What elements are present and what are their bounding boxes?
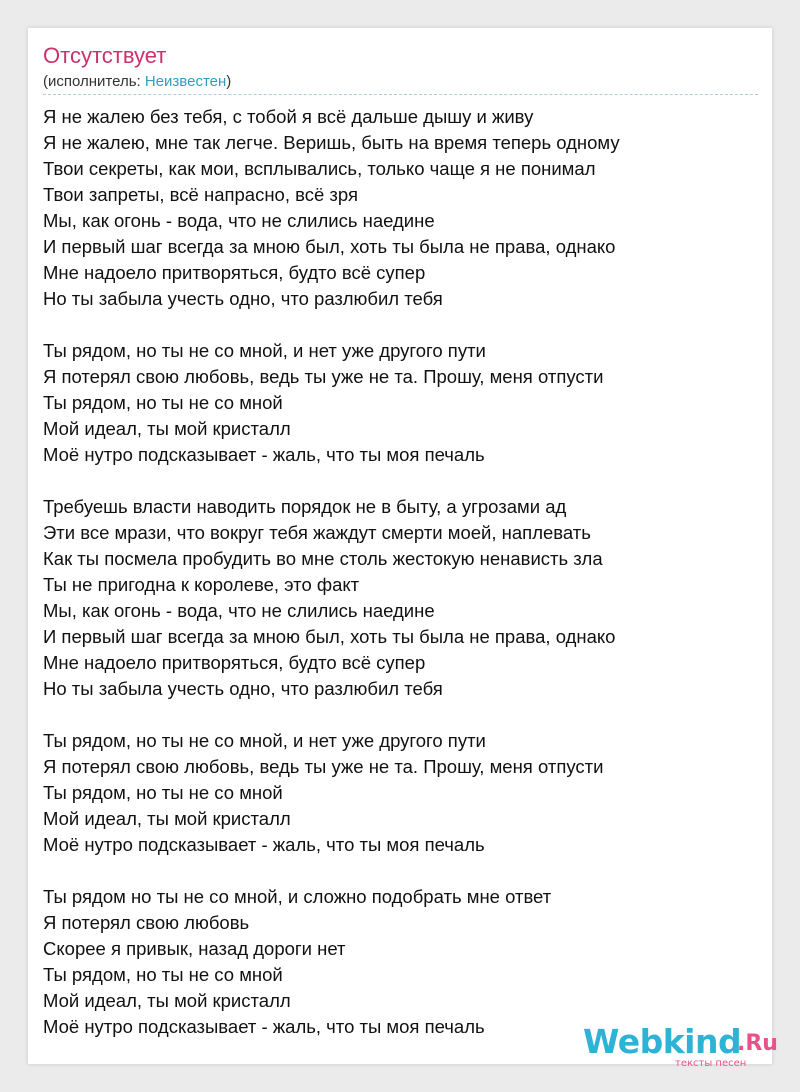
stanza-break (43, 468, 758, 494)
watermark-brand: Webkind (583, 1022, 742, 1061)
lyric-line: Ты рядом, но ты не со мной (43, 964, 283, 985)
lyric-line: Эти все мрази, что вокруг тебя жаждут смерти моей, наплевать (43, 522, 591, 543)
lyric-line: Мне надоело притворяться, будто всё супер (43, 652, 426, 673)
lyrics-body (43, 104, 758, 1040)
song-title: Отсутствует (43, 43, 167, 68)
lyric-line: Я не жалею, мне так легче. Веришь, быть на время теперь одному (43, 132, 620, 153)
lyric-line: Ты рядом, но ты не со мной, и нет уже другого пути (43, 730, 486, 751)
lyric-line: Твои секреты, как мои, всплывались, только чаще я не понимал (43, 158, 596, 179)
lyric-line: Моё нутро подсказывает - жаль, что ты моя печаль (43, 444, 485, 465)
lyric-line: Мой идеал, ты мой кристалл (43, 990, 291, 1011)
lyric-line: Ты рядом но ты не со мной, и сложно подобрать мне ответ (43, 886, 552, 907)
lyric-line: Как ты посмела пробудить во мне столь жестокую ненависть зла (43, 548, 603, 569)
lyric-line: Ты рядом, но ты не со мной, и нет уже другого пути (43, 340, 486, 361)
lyric-line: Требуешь власти наводить порядок не в быту, а угрозами ад (43, 496, 567, 517)
lyric-line: Твои запреты, всё напрасно, всё зря (43, 184, 358, 205)
artist-link[interactable]: Неизвестен (144, 73, 227, 90)
lyric-line: Я не жалею без тебя, с тобой я всё дальше дышу и живу (43, 106, 534, 127)
artist-suffix: ) (226, 73, 232, 90)
webkind-watermark (583, 1022, 778, 1072)
artist-line (43, 73, 231, 91)
lyric-line: Мне надоело притворяться, будто всё супер (43, 262, 426, 283)
lyric-line: Но ты забыла учесть одно, что разлюбил тебя (43, 678, 443, 699)
lyric-line: Ты не пригодна к королеве, это факт (43, 574, 360, 595)
lyric-line: Мой идеал, ты мой кристалл (43, 418, 291, 439)
lyric-line: Я потерял свою любовь, ведь ты уже не та. Прошу, меня отпусти (43, 756, 604, 777)
lyric-line: И первый шаг всегда за мною был, хоть ты была не права, однако (43, 626, 616, 647)
watermark-tld: .Ru (737, 1031, 778, 1056)
lyric-line: Ты рядом, но ты не со мной (43, 392, 283, 413)
lyric-line: Мы, как огонь - вода, что не слились наедине (43, 600, 435, 621)
artist-prefix: (исполнитель: (43, 73, 145, 90)
lyric-line: Мы, как огонь - вода, что не слились наедине (43, 210, 435, 231)
lyric-line: Ты рядом, но ты не со мной (43, 782, 283, 803)
lyric-line: Я потерял свою любовь (43, 912, 250, 933)
lyric-line: Я потерял свою любовь, ведь ты уже не та. Прошу, меня отпусти (43, 366, 604, 387)
stanza-break (43, 858, 758, 884)
lyric-line: Скорее я привык, назад дороги нет (43, 938, 346, 959)
lyric-line: И первый шаг всегда за мною был, хоть ты была не права, однако (43, 236, 616, 257)
lyric-line: Мой идеал, ты мой кристалл (43, 808, 291, 829)
stanza-break (43, 702, 758, 728)
lyric-line: Но ты забыла учесть одно, что разлюбил тебя (43, 288, 443, 309)
watermark-tagline: тексты песен (675, 1058, 747, 1069)
lyric-line: Моё нутро подсказывает - жаль, что ты моя печаль (43, 834, 485, 855)
stanza-break (43, 312, 758, 338)
lyric-line: Моё нутро подсказывает - жаль, что ты моя печаль (43, 1016, 485, 1037)
title-divider (43, 94, 758, 95)
